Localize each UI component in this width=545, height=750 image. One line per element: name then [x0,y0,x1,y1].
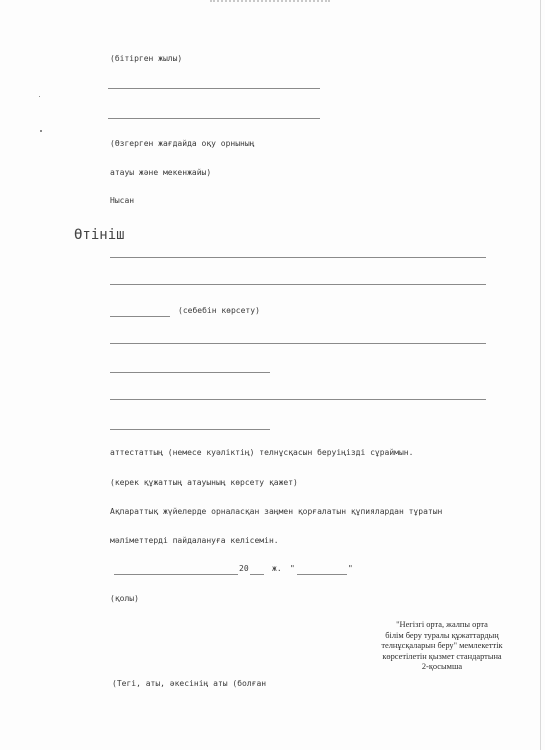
reason-label: (себебін көрсету) [178,306,260,315]
appendix-line: телнұсқаларын беру" мемлекеттік [381,641,503,650]
consent-text-line1: Ақпараттық жүйелерде орналасқан заңмен қорғалатын құпиялардан тұратын [110,507,443,516]
reason-blank [110,316,170,317]
appendix-line: білім беру туралы құжаттардың [385,630,499,640]
date-quote-close: " [348,564,353,573]
consent-text-line2: мәліметтерді пайдалануға келісемін. [110,536,279,545]
page-title: Өтініш [74,227,125,243]
appendix-line: көрсетілетін қызмет стандартына [382,651,502,661]
appendix-line: "Негізгі орта, жалпы орта [396,620,488,629]
date-day-blank [114,574,238,575]
date-month-blank [297,574,347,575]
blank-line [110,343,486,344]
name-address-label: атауы және мекенжайы) [110,168,212,177]
blank-line [110,284,486,285]
if-changed-label: (Өзгерген жағдайда оқу орнының [110,139,255,148]
page-edge [540,0,541,750]
appendix-line: 2-қосымша [421,662,463,671]
blank-line [108,88,320,89]
blank-line [110,399,486,400]
specify-document-note: (керек құжаттың атауының көрсету қажет) [110,478,298,487]
graduation-year-label: (бітірген жылы) [110,54,183,63]
scan-speck [40,130,42,132]
request-text: аттестаттың (немесе куәліктің) телнұсқасын беруіңізді сұраймын. [110,448,414,457]
form-label: Нысан [110,196,135,205]
date-year-blank [250,574,264,575]
blank-line [110,257,486,258]
blank-line [108,118,320,119]
date-year-suffix: ж. [272,564,282,573]
blank-line [110,429,270,430]
date-quote-open: " [290,564,295,573]
date-year-prefix: 20 [239,564,249,573]
surname-label: (Тегі, аты, әкесінің аты (болған [112,679,267,688]
blank-line [110,372,270,373]
appendix-note [372,620,512,673]
scan-smudge [210,0,330,6]
scan-speck [39,96,40,97]
signature-label: (қолы) [110,594,139,603]
